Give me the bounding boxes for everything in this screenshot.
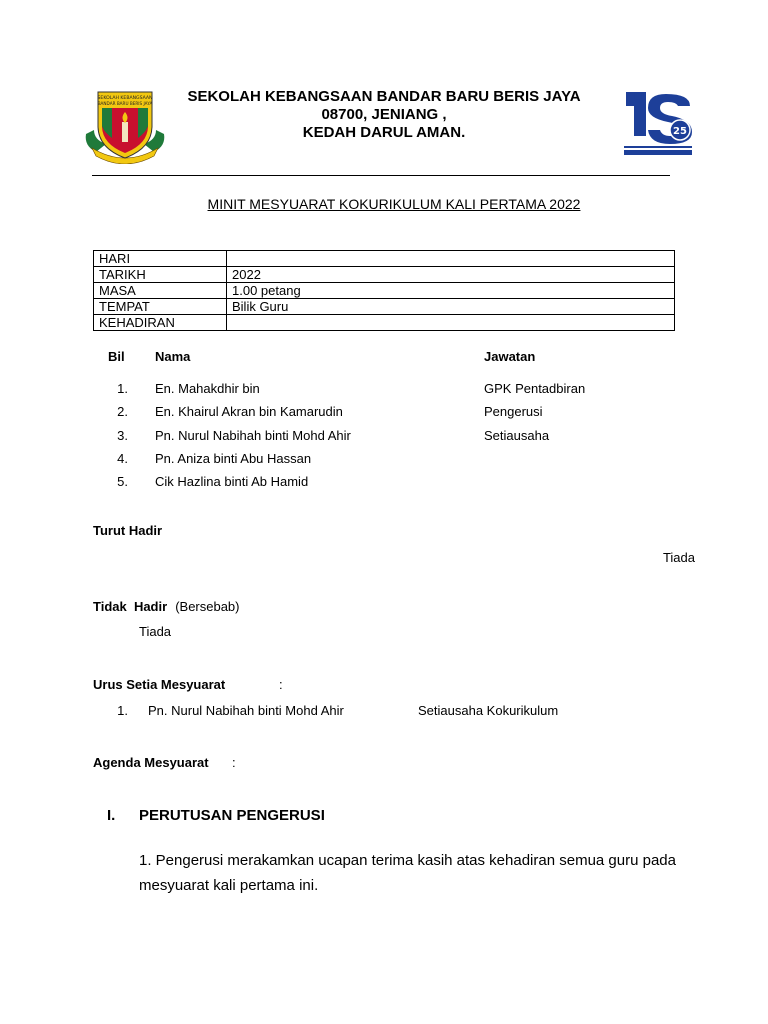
attendee-number: 4. [117,451,128,466]
table-row [94,267,675,283]
info-value: 2022 [227,267,675,283]
attendee-position: GPK Pentadbiran [484,381,586,396]
attendee-name: Pn. Aniza binti Abu Hassan [155,451,312,466]
agenda-colon: : [232,755,236,770]
document-title: MINIT MESYUARAT KOKURIKULUM KALI PERTAMA 2022 [207,196,581,212]
svg-text:25: 25 [673,126,687,137]
section-paragraph-line: 1. Pengerusi merakamkan ucapan terima kasih atas kehadiran semua guru pada [139,852,676,869]
school-state-line: KEDAH DARUL AMAN. [302,124,466,141]
info-key: HARI [94,251,227,267]
attendee-name: En. Mahakdhir bin [155,381,260,396]
nama-column-header: Nama [155,349,191,364]
school-postcode-line: 08700, JENIANG , [321,106,447,123]
info-key: TEMPAT [94,299,227,315]
jawatan-column-header: Jawatan [484,349,536,364]
table-row [94,251,675,267]
table-row [94,283,675,299]
urus-setia-name: Pn. Nurul Nabihah binti Mohd Ahir [148,703,344,718]
tidak-hadir-heading [93,598,240,616]
urus-setia-position: Setiausaha Kokurikulum [418,703,559,718]
turut-hadir-label: Turut Hadir [93,523,163,538]
urus-setia-colon: : [279,677,283,692]
attendee-number: 1. [117,381,128,396]
urus-setia-label: Urus Setia Mesyuarat [93,677,226,692]
table-row [94,315,675,331]
svg-text:BANDAR BARU BERIS JAYA: BANDAR BARU BERIS JAYA [97,101,153,106]
turut-hadir-value: Tiada [662,550,695,565]
attendee-number: 3. [117,428,128,443]
info-value: 1.00 petang [227,283,675,299]
tidak-hadir-label: Tidak Hadir [93,599,168,614]
svg-text:SEKOLAH KEBANGSAAN: SEKOLAH KEBANGSAAN [97,96,153,101]
bil-column-header: Bil [108,349,125,364]
header-divider [92,175,670,176]
agenda-label: Agenda Mesyuarat [93,755,209,770]
attendee-name: Pn. Nurul Nabihah binti Mohd Ahir [155,428,351,443]
attendee-number: 2. [117,404,128,419]
attendee-position: Pengerusi [484,404,543,419]
attendee-number: 5. [117,474,128,489]
section-numeral: I. [107,807,116,824]
section-heading: PERUTUSAN PENGERUSI [139,807,325,824]
section-paragraph-line: mesyuarat kali pertama ini. [139,877,319,894]
info-key: TARIKH [94,267,227,283]
info-key: KEHADIRAN [94,315,227,331]
info-value [227,251,675,267]
tidak-hadir-note: (Bersebab) [175,599,240,614]
organization-logo [620,86,696,158]
info-key: MASA [94,283,227,299]
info-value: Bilik Guru [227,299,675,315]
attendee-name: En. Khairul Akran bin Kamarudin [155,404,343,419]
urus-setia-number: 1. [117,703,128,718]
info-value [227,315,675,331]
school-name: SEKOLAH KEBANGSAAN BANDAR BARU BERIS JAYA [187,88,581,105]
table-row [94,299,675,315]
attendee-name: Cik Hazlina binti Ab Hamid [155,474,309,489]
attendee-position: Setiausaha [484,428,550,443]
tidak-hadir-value: Tiada [139,624,172,639]
meeting-info-table [93,250,675,331]
